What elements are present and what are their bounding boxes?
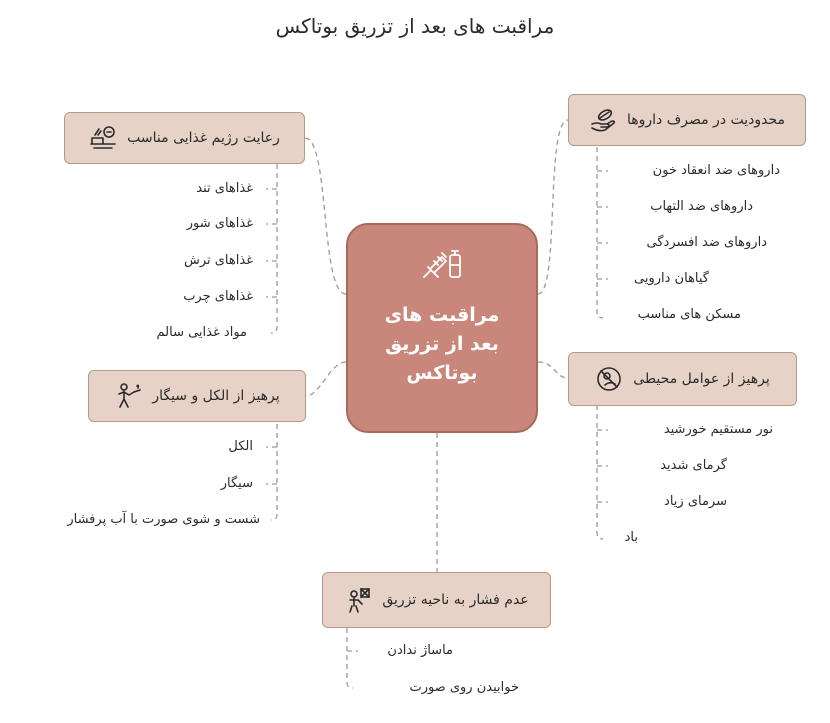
- leaf-extreme-heat: گرمای شدید: [660, 458, 727, 473]
- branch-no-pressure-label: عدم فشار به ناحیه تزریق: [382, 592, 529, 608]
- branch-environmental-factors-label: پرهیز از عوامل محیطی: [633, 371, 770, 387]
- syringe-icon: [420, 247, 464, 287]
- connector-diet: [305, 138, 346, 294]
- connector-drugs: [538, 120, 568, 294]
- central-topic: [346, 223, 538, 433]
- branch-alcohol-smoking-label: پرهیز از الکل و سیگار: [152, 388, 280, 404]
- branch-no-pressure: [322, 572, 551, 628]
- branch-diet-label: رعایت رژیم غذایی مناسب: [127, 130, 280, 146]
- branch-drug-restriction-label: محدودیت در مصرف داروها: [626, 112, 786, 128]
- diagram-title: مراقبت های بعد از تزریق بوتاکس: [275, 14, 555, 38]
- food-tray-icon: [89, 124, 117, 152]
- leaf-antidepressants: داروهای ضد افسردگی: [646, 235, 767, 250]
- leaf-wind: باد: [624, 530, 638, 545]
- pill-hand-icon: [589, 106, 617, 134]
- leaf-high-pressure-washing: شست و شوی صورت با آب پرفشار: [67, 512, 260, 527]
- leaf-anti-inflammatory: داروهای ضد التهاب: [650, 199, 753, 214]
- branch-drug-restriction: [568, 94, 806, 146]
- leaf-no-sleeping-on-face: خوابیدن روی صورت: [409, 680, 519, 695]
- branch-diet: [64, 112, 305, 164]
- leaf-no-massage: ماساژ ندادن: [387, 643, 453, 658]
- no-massage-icon: [344, 586, 372, 614]
- leaf-sour-food: غذاهای ترش: [183, 253, 253, 268]
- leaf-suitable-painkillers: مسکن های مناسب: [637, 307, 741, 322]
- leaf-direct-sunlight: نور مستقیم خورشید: [663, 422, 773, 437]
- person-smoking-icon: [114, 382, 142, 410]
- no-sun-icon: [595, 365, 623, 393]
- leaf-spicy-food: غذاهای تند: [196, 181, 253, 196]
- leaf-fatty-food: غذاهای چرب: [183, 289, 253, 304]
- leaf-cigarette: سیگار: [220, 476, 253, 491]
- branch-environmental-factors: [568, 352, 797, 406]
- leaf-salty-food: غذاهای شور: [186, 216, 253, 231]
- leaf-anticoagulants: داروهای ضد انعقاد خون: [652, 163, 780, 178]
- connector-environment: [538, 362, 568, 378]
- leaf-alcohol: الکل: [228, 439, 253, 454]
- branch-alcohol-smoking: [88, 370, 306, 422]
- leaf-extreme-cold: سرمای زیاد: [664, 494, 727, 509]
- leaf-healthy-food: مواد غذایی سالم: [156, 325, 247, 340]
- connector-alcohol: [306, 362, 346, 396]
- leaf-herbal-medicine: گیاهان دارویی: [634, 271, 709, 286]
- central-topic-line-1: مراقبت های: [384, 304, 500, 326]
- central-topic-line-2: بعد از تزریق: [385, 333, 499, 355]
- central-topic-line-3: بوتاکس: [406, 362, 478, 384]
